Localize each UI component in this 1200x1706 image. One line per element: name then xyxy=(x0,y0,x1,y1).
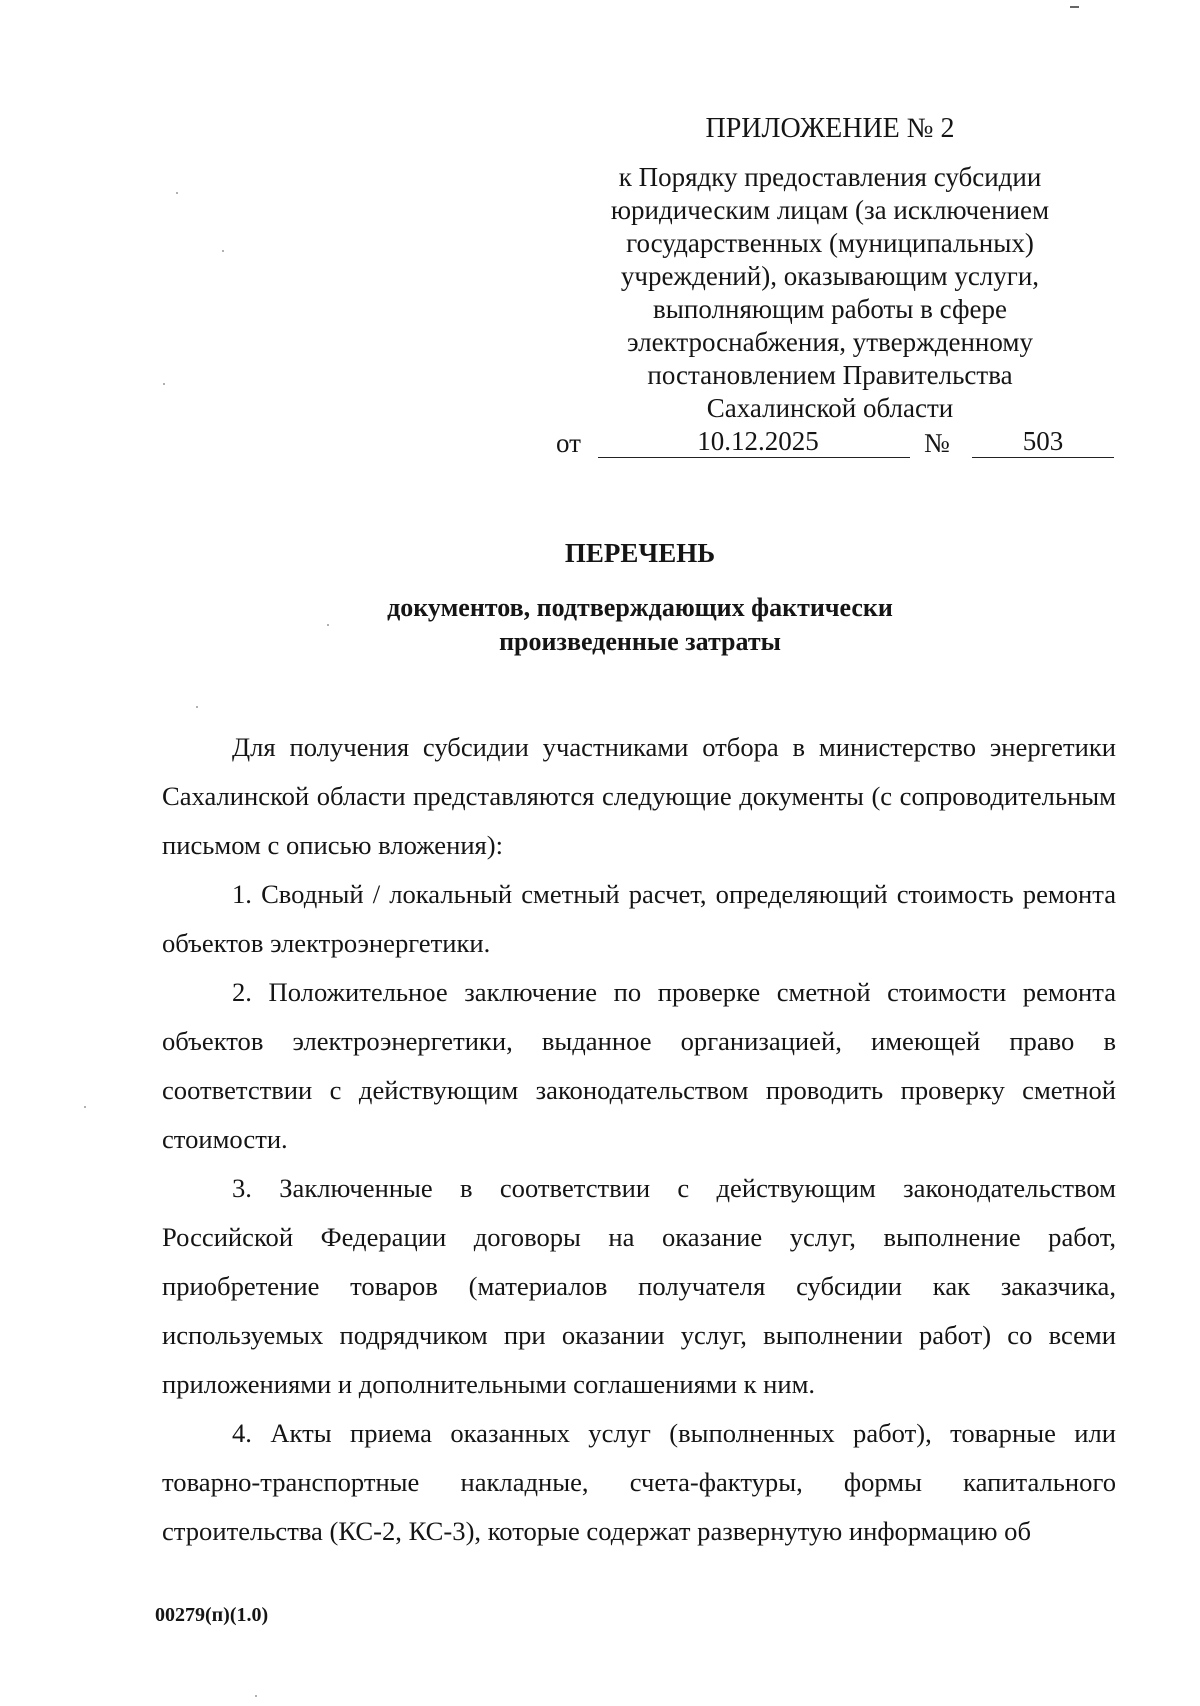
decree-date-number-row xyxy=(556,424,1116,464)
subtitle-line: документов, подтверждающих фактически xyxy=(387,593,893,622)
document-body xyxy=(162,723,1116,1556)
document-heading xyxy=(160,533,1120,659)
decree-number: 503 xyxy=(972,424,1114,458)
intro-paragraph: Для получения субсидии участниками отбора в министерство энергетики Сахалинской области представляются следующие документы (с сопроводительным письмом с описью вложения): xyxy=(162,732,1116,860)
list-item: 3. Заключенные в соответствии с действующим законодательством Российской Федерации договоры на оказание услуг, выполнение работ, приобретение товаров (материалов получателя субсидии как заказчика, используемых подрядчиком при оказании услуг, выполнении работ) со всеми приложениями и дополнительными соглашениями к ним. xyxy=(162,1173,1116,1399)
appendix-block xyxy=(560,112,1100,425)
appendix-line: Сахалинской области xyxy=(706,393,954,423)
scan-speck xyxy=(176,192,178,194)
decree-date: 10.12.2025 xyxy=(598,424,910,458)
subtitle-line: произведенные затраты xyxy=(499,627,781,656)
number-sign: № xyxy=(924,428,950,458)
appendix-line: государственных (муниципальных) xyxy=(626,228,1034,258)
scan-speck xyxy=(84,1106,86,1108)
document-code: 00279(п)(1.0) xyxy=(155,1604,269,1626)
scan-speck xyxy=(163,383,165,385)
scan-speck xyxy=(327,624,329,626)
appendix-line: учреждений), оказывающим услуги, xyxy=(620,261,1040,291)
appendix-line: к Порядку предоставления субсидии xyxy=(618,162,1042,192)
document-subtitle xyxy=(160,591,1120,659)
from-label: от xyxy=(556,428,581,458)
appendix-title: ПРИЛОЖЕНИЕ № 2 xyxy=(705,113,955,144)
appendix-line: выполняющим работы в сфере xyxy=(653,294,1007,324)
list-item: 1. Сводный / локальный сметный расчет, определяющий стоимость ремонта объектов электроэнергетики. xyxy=(162,879,1116,958)
appendix-line: постановлением Правительства xyxy=(647,360,1013,390)
scan-speck xyxy=(222,250,224,252)
list-item: 4. Акты приема оказанных услуг (выполненных работ), товарные или товарно-транспортные накладные, счета-фактуры, формы капитального строительства (КС-2, КС-3), которые содержат развернутую информацию об xyxy=(162,1418,1116,1546)
scan-artifact xyxy=(1070,6,1079,8)
appendix-line: юридическим лицам (за исключением xyxy=(610,195,1050,225)
list-item: 2. Положительное заключение по проверке сметной стоимости ремонта объектов электроэнергетики, выданное организацией, имеющей право в соответствии с действующим законодательством проводить проверку сметной стоимости. xyxy=(162,977,1116,1154)
scan-speck xyxy=(196,706,198,708)
appendix-description xyxy=(560,161,1100,425)
scan-speck xyxy=(255,1695,257,1697)
document-title: ПЕРЕЧЕНЬ xyxy=(564,538,716,568)
appendix-line: электроснабжения, утвержденному xyxy=(627,327,1033,357)
